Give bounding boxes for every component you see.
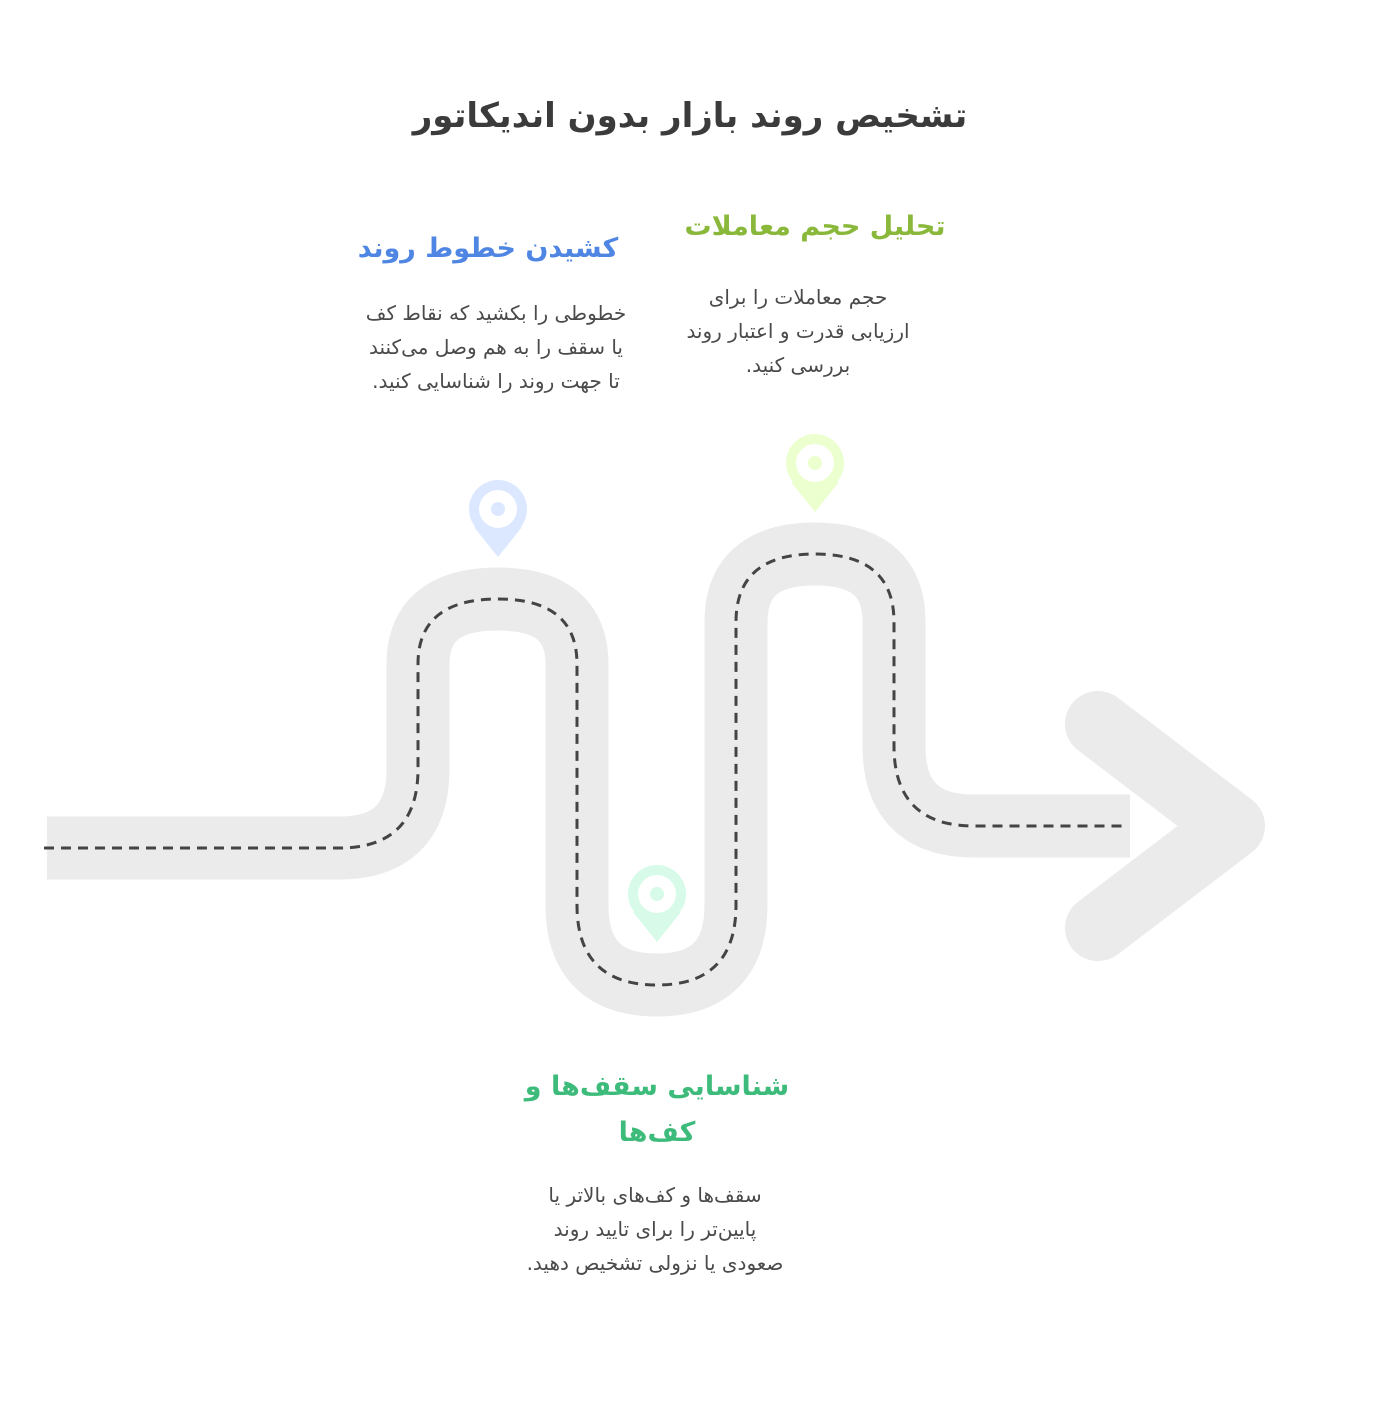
step-title-trendlines: کشیدن خطوط روند [357,233,619,264]
step-description-volume: حجم معاملات را برای ارزیابی قدرت و اعتبار روند بررسی کنید. [686,285,910,377]
map-pin-icon [628,865,686,942]
map-pin-icon [786,434,844,512]
step-title-highs-lows: شناسایی سقف‌ها و کف‌ها [524,1071,790,1148]
road-path [47,554,1130,985]
map-pin-icon [469,480,527,557]
step-title-volume: تحلیل حجم معاملات [684,211,946,242]
step-description-trendlines: خطوطی را بکشید که نقاط کف یا سقف را به هم وصل می‌کنند تا جهت روند را شناسایی کنید. [365,301,627,393]
page-title: تشخیص روند بازار بدون اندیکاتور [412,96,968,136]
step-description-highs-lows: سقف‌ها و کف‌های بالاتر یا پایین‌تر را برای تایید روند صعودی یا نزولی تشخیص دهید. [526,1183,784,1275]
